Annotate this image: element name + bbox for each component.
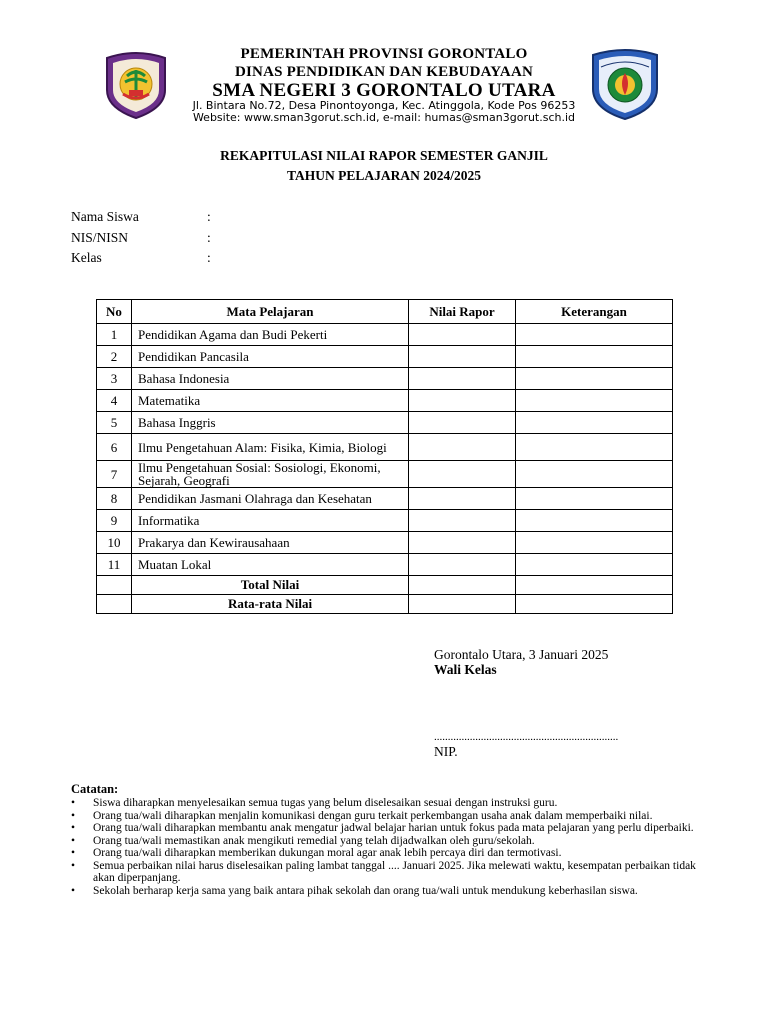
note-text: Semua perbaikan nilai harus diselesaikan paling lambat tanggal .... Januari 2025. Jika melewati waktu, kesempatan perbaikan tidak akan diperpanjang. bbox=[93, 859, 696, 884]
identity-colon: : bbox=[207, 250, 211, 265]
table-row bbox=[97, 390, 673, 412]
bullet-icon: • bbox=[71, 859, 76, 872]
notes-title: Catatan: bbox=[71, 782, 119, 796]
letterhead-school-name: SMA NEGERI 3 GORONTALO UTARA bbox=[212, 80, 556, 101]
total-row bbox=[97, 576, 673, 595]
bullet-icon: • bbox=[71, 834, 76, 847]
row-number: 1 bbox=[97, 324, 132, 346]
row-number: 2 bbox=[97, 346, 132, 368]
remarks-cell[interactable] bbox=[516, 461, 673, 488]
subject-name: Informatika bbox=[132, 510, 409, 532]
average-label: Rata-rata Nilai bbox=[132, 595, 409, 614]
signature-place-date: Gorontalo Utara, 3 Januari 2025 bbox=[434, 647, 609, 662]
remarks-cell[interactable] bbox=[516, 324, 673, 346]
list-item bbox=[71, 860, 711, 885]
identity-row-nis bbox=[71, 230, 211, 246]
header-remarks: Keterangan bbox=[516, 300, 673, 324]
identity-colon: : bbox=[207, 209, 211, 224]
note-text: Sekolah berharap kerja sama yang baik antara pihak sekolah dan orang tua/wali untuk mendukung keberhasilan siswa. bbox=[93, 884, 638, 897]
table-row bbox=[97, 412, 673, 434]
subject-name: Bahasa Inggris bbox=[132, 412, 409, 434]
average-row bbox=[97, 595, 673, 614]
table-row bbox=[97, 346, 673, 368]
row-number: 5 bbox=[97, 412, 132, 434]
table-row bbox=[97, 488, 673, 510]
table-row bbox=[97, 368, 673, 390]
letterhead-province: PEMERINTAH PROVINSI GORONTALO bbox=[240, 46, 528, 62]
identity-row-class bbox=[71, 250, 211, 266]
table-row bbox=[97, 434, 673, 461]
identity-row-name bbox=[71, 209, 211, 225]
identity-label: NIS/NISN bbox=[71, 230, 129, 245]
remarks-cell[interactable] bbox=[516, 554, 673, 576]
document-title: REKAPITULASI NILAI RAPOR SEMESTER GANJIL bbox=[220, 148, 548, 163]
letterhead-department: DINAS PENDIDIKAN DAN KEBUDAYAAN bbox=[234, 64, 534, 80]
note-text: Siswa diharapkan menyelesaikan semua tugas yang belum diselesaikan sesuai dengan instruksi guru. bbox=[93, 797, 558, 809]
row-number: 10 bbox=[97, 532, 132, 554]
grades-table bbox=[96, 299, 673, 614]
signature-line: ................................................................... bbox=[434, 731, 619, 743]
subject-name: Pendidikan Pancasila bbox=[132, 346, 409, 368]
header-no: No bbox=[97, 300, 132, 324]
signature-role: Wali Kelas bbox=[434, 662, 497, 677]
grade-cell[interactable] bbox=[409, 554, 516, 576]
subject-name: Matematika bbox=[132, 390, 409, 412]
grade-cell[interactable] bbox=[409, 434, 516, 461]
table-row bbox=[97, 461, 673, 488]
bullet-icon: • bbox=[71, 822, 76, 834]
subject-name: Muatan Lokal bbox=[132, 554, 409, 576]
subject-name: Pendidikan Agama dan Budi Pekerti bbox=[132, 324, 409, 346]
row-number: 3 bbox=[97, 368, 132, 390]
identity-label: Kelas bbox=[71, 250, 102, 265]
list-item bbox=[71, 810, 711, 823]
notes-list bbox=[71, 797, 711, 897]
grade-cell[interactable] bbox=[409, 390, 516, 412]
remarks-cell[interactable] bbox=[516, 346, 673, 368]
letterhead-address: Jl. Bintara No.72, Desa Pinontoyonga, Kec. Atinggola, Kode Pos 96253 bbox=[192, 99, 576, 112]
total-grade-cell[interactable] bbox=[409, 576, 516, 595]
remarks-cell[interactable] bbox=[516, 532, 673, 554]
total-empty-cell bbox=[97, 576, 132, 595]
grade-cell[interactable] bbox=[409, 510, 516, 532]
grade-cell[interactable] bbox=[409, 346, 516, 368]
subject-name: Ilmu Pengetahuan Alam: Fisika, Kimia, Biologi bbox=[132, 434, 409, 461]
grade-cell[interactable] bbox=[409, 368, 516, 390]
identity-colon: : bbox=[207, 230, 211, 245]
table-header-row bbox=[97, 300, 673, 324]
remarks-cell[interactable] bbox=[516, 368, 673, 390]
row-number: 4 bbox=[97, 390, 132, 412]
document-subtitle: TAHUN PELAJARAN 2024/2025 bbox=[286, 168, 481, 183]
average-empty-cell bbox=[97, 595, 132, 614]
bullet-icon: • bbox=[71, 884, 76, 897]
identity-label: Nama Siswa bbox=[71, 209, 139, 224]
list-item bbox=[71, 885, 711, 898]
subject-name: Ilmu Pengetahuan Sosial: Sosiologi, Ekonomi, Sejarah, Geografi bbox=[132, 461, 409, 488]
note-text: Orang tua/wali memastikan anak mengikuti remedial yang telah dijadwalkan oleh guru/sekolah. bbox=[93, 834, 535, 847]
grade-cell[interactable] bbox=[409, 488, 516, 510]
subject-name: Bahasa Indonesia bbox=[132, 368, 409, 390]
letterhead-contact: Website: www.sman3gorut.sch.id, e-mail: humas@sman3gorut.sch.id bbox=[192, 111, 576, 124]
signature-nip: NIP. bbox=[434, 744, 458, 759]
row-number: 11 bbox=[97, 554, 132, 576]
table-row bbox=[97, 554, 673, 576]
table-row bbox=[97, 324, 673, 346]
subject-name: Prakarya dan Kewirausahaan bbox=[132, 532, 409, 554]
remarks-cell[interactable] bbox=[516, 412, 673, 434]
note-text: Orang tua/wali diharapkan memberikan dukungan moral agar anak lebih percaya diri dan termotivasi. bbox=[93, 847, 562, 859]
list-item bbox=[71, 847, 711, 860]
grade-cell[interactable] bbox=[409, 461, 516, 488]
grade-cell[interactable] bbox=[409, 532, 516, 554]
remarks-cell[interactable] bbox=[516, 510, 673, 532]
list-item bbox=[71, 835, 711, 848]
grade-cell[interactable] bbox=[409, 412, 516, 434]
remarks-cell[interactable] bbox=[516, 488, 673, 510]
row-number: 8 bbox=[97, 488, 132, 510]
total-remarks-cell[interactable] bbox=[516, 576, 673, 595]
remarks-cell[interactable] bbox=[516, 390, 673, 412]
header-subject: Mata Pelajaran bbox=[132, 300, 409, 324]
average-grade-cell[interactable] bbox=[409, 595, 516, 614]
note-text: Orang tua/wali diharapkan membantu anak mengatur jadwal belajar harian untuk fokus pada mata pelajaran yang perlu diperbaiki. bbox=[93, 822, 694, 834]
list-item bbox=[71, 797, 711, 810]
grade-cell[interactable] bbox=[409, 324, 516, 346]
bullet-icon: • bbox=[71, 809, 76, 822]
subject-name: Pendidikan Jasmani Olahraga dan Kesehatan bbox=[132, 488, 409, 510]
row-number: 9 bbox=[97, 510, 132, 532]
table-row bbox=[97, 532, 673, 554]
list-item bbox=[71, 822, 711, 835]
header-grade: Nilai Rapor bbox=[409, 300, 516, 324]
row-number: 7 bbox=[97, 461, 132, 488]
remarks-cell[interactable] bbox=[516, 434, 673, 461]
average-remarks-cell[interactable] bbox=[516, 595, 673, 614]
table-row bbox=[97, 510, 673, 532]
bullet-icon: • bbox=[71, 797, 76, 809]
total-label: Total Nilai bbox=[132, 576, 409, 595]
bullet-icon: • bbox=[71, 847, 76, 859]
row-number: 6 bbox=[97, 434, 132, 461]
note-text: Orang tua/wali diharapkan menjalin komunikasi dengan guru terkait perkembangan usaha anak dalam memperbaiki nilai. bbox=[93, 809, 653, 822]
